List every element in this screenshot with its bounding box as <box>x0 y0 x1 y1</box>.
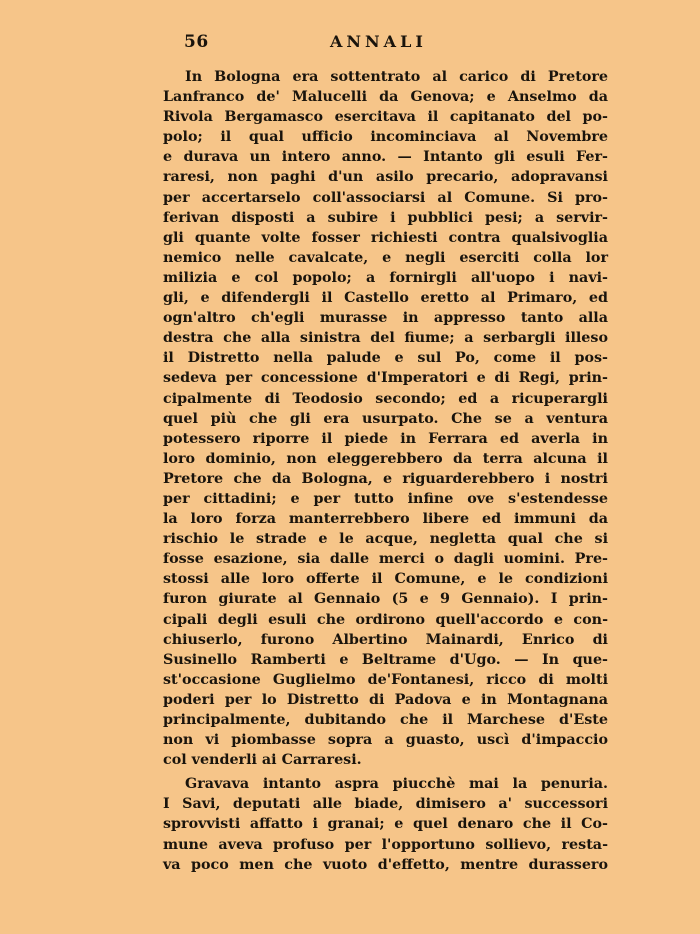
text-line: mune aveva profuso per l'opportuno sollievo, resta- <box>163 836 608 853</box>
text-line: per cittadini; e per tutto infine ove s'estendesse <box>163 490 608 507</box>
text-line: per accertarselo coll'associarsi al Comune. Si pro- <box>163 189 608 206</box>
text-line: milizia e col popolo; a fornirgli all'uopo i navi- <box>163 269 608 286</box>
page-header <box>162 32 610 56</box>
page-number: 56 <box>184 32 209 52</box>
text-line: rischio le strade e le acque, negletta qual che si <box>163 531 608 548</box>
body-text <box>163 67 608 875</box>
text-line: Gravava intanto aspra piucchè mai la penuria. <box>185 776 608 793</box>
text-line: furon giurate al Gennaio (5 e 9 Gennaio). I prin- <box>163 591 608 608</box>
text-line: poderi per lo Distretto di Padova e in Montagnana <box>163 691 608 708</box>
text-line: gli, e difendergli il Castello eretto al Primaro, ed <box>163 290 608 307</box>
text-line: col venderli ai Carraresi. <box>163 752 362 769</box>
text-line: In Bologna era sottentrato al carico di Pretore <box>185 69 608 85</box>
paragraph <box>163 774 608 874</box>
text-line: sprovvisti affatto i granai; e quel denaro che il Co- <box>163 816 608 833</box>
text-line: la loro forza manterrebbero libere ed immuni da <box>163 511 608 528</box>
text-line: potessero riporre il piede in Ferrara ed averla in <box>163 430 608 447</box>
text-line: I Savi, deputati alle biade, dimisero a' successori <box>163 796 608 813</box>
text-line: chiuserlo, furono Albertino Mainardi, Enrico di <box>163 631 608 648</box>
text-line: st'occasione Guglielmo de'Fontanesi, ricco di molti <box>163 671 608 688</box>
running-title: ANNALI <box>330 32 427 51</box>
text-line: gli quante volte fosser richiesti contra qualsivoglia <box>163 229 608 246</box>
text-line: non vi piombasse sopra a guasto, uscì d'impaccio <box>163 732 608 749</box>
text-line: cipali degli esuli che ordirono quell'accordo e con- <box>163 611 608 628</box>
text-line: stossi alle loro offerte il Comune, e le condizioni <box>163 571 608 588</box>
text-line: Susinello Ramberti e Beltrame d'Ugo. — In que- <box>163 651 608 668</box>
text-line: ferivan disposti a subire i pubblici pesi; a servir- <box>163 209 608 226</box>
text-line: il Distretto nella palude e sul Po, come il pos- <box>163 350 608 367</box>
text-line: fosse esazione, sia dalle merci o dagli uomini. Pre- <box>163 551 608 568</box>
text-line: polo; il qual ufficio incominciava al Novembre <box>163 129 608 146</box>
text-line: Pretore che da Bologna, e riguarderebbero i nostri <box>163 470 608 487</box>
text-line: cipalmente di Teodosio secondo; ed a ricuperargli <box>163 390 608 407</box>
text-line: quel più che gli era usurpato. Che se a ventura <box>163 410 608 427</box>
text-line: sedeva per concessione d'Imperatori e di Regi, prin- <box>163 370 608 387</box>
text-line: principalmente, dubitando che il Marchese d'Este <box>163 712 608 728</box>
text-line: e durava un intero anno. — Intanto gli esuli Fer- <box>163 149 608 166</box>
paragraph <box>163 67 608 770</box>
text-line: raresi, non paghi d'un asilo precario, adopravansi <box>163 169 608 186</box>
text-line: destra che alla sinistra del fiume; a serbargli illeso <box>163 330 608 347</box>
text-line: va poco men che vuoto d'effetto, mentre durassero <box>163 856 608 873</box>
text-line: Lanfranco de' Malucelli da Genova; e Anselmo da <box>163 89 608 106</box>
text-line: loro dominio, non eleggerebbero da terra alcuna il <box>163 450 608 467</box>
text-line: nemico nelle cavalcate, e negli eserciti colla lor <box>163 249 608 266</box>
text-line: ogn'altro ch'egli murasse in appresso tanto alla <box>163 310 608 327</box>
text-line: Rivola Bergamasco esercitava il capitanato del po- <box>163 109 608 126</box>
